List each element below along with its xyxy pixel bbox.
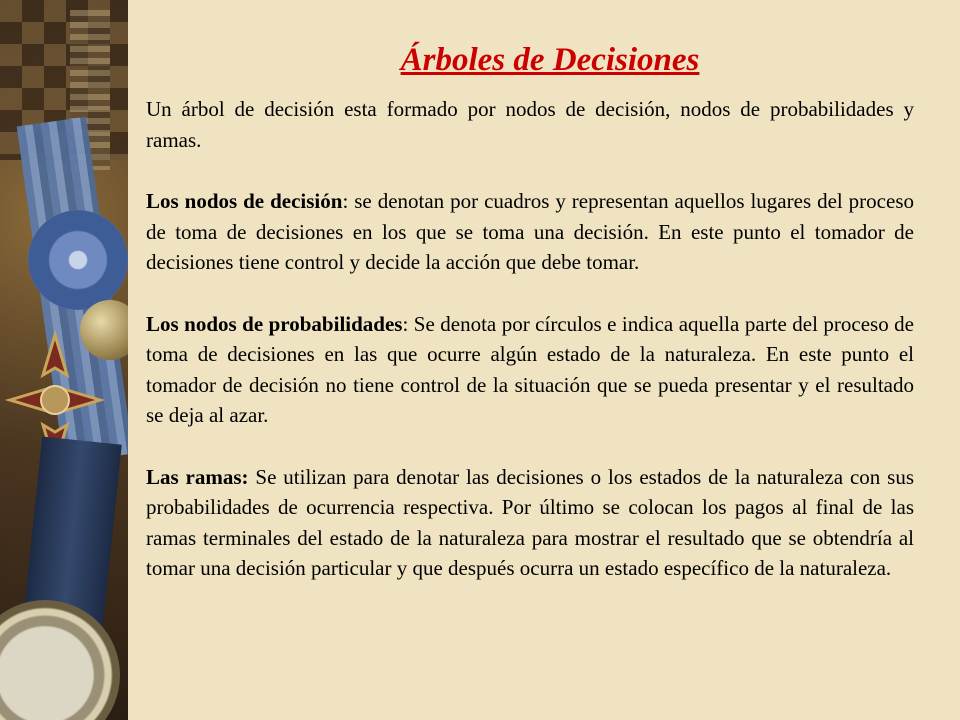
branches-paragraph xyxy=(146,462,914,584)
decorative-medal-image xyxy=(0,0,128,720)
probability-nodes-term: Los nodos de probabilidades xyxy=(146,311,403,336)
decision-nodes-term: Los nodos de decisión xyxy=(146,189,343,213)
intro-paragraph: Un árbol de decisión esta formado por nodos de decisión, nodos de probabilidades y ramas. xyxy=(146,97,914,152)
probability-nodes-text: Se denota por círculos e indica aquella parte del proceso de toma de decisiones en las que ocurre algún estado de la naturaleza. En este punto el tomador de decisión no tiene control de la situación que se pueda presentar y el resultado se deja al azar. xyxy=(146,311,914,427)
branches-term: Las ramas: xyxy=(146,464,249,489)
branches-text: Se utilizan para denotar las decisiones o los estados de la naturaleza con sus probabilidades de ocurrencia respectiva. Por último se colocan los pagos al final de las ramas terminales del estado de la naturaleza para mostrar el resultado que se obtendría al tomar una decisión particular y que después ocurra un estado específico de la naturaleza. xyxy=(146,464,914,580)
slide-title: Árboles de Decisiones xyxy=(400,42,700,78)
slide-content xyxy=(146,40,914,584)
rosette-decoration xyxy=(28,210,128,310)
probability-nodes-paragraph xyxy=(146,309,914,431)
decision-nodes-text: se denotan por cuadros y representan aquellos lugares del proceso de toma de decisiones en los que se toma una decisión. En este punto el tomador de decisiones tiene control y decide la acción que debe tomar. xyxy=(146,189,914,274)
probability-nodes-separator: : xyxy=(402,311,409,336)
decision-nodes-paragraph xyxy=(146,186,914,278)
decision-nodes-separator: : xyxy=(342,189,349,213)
